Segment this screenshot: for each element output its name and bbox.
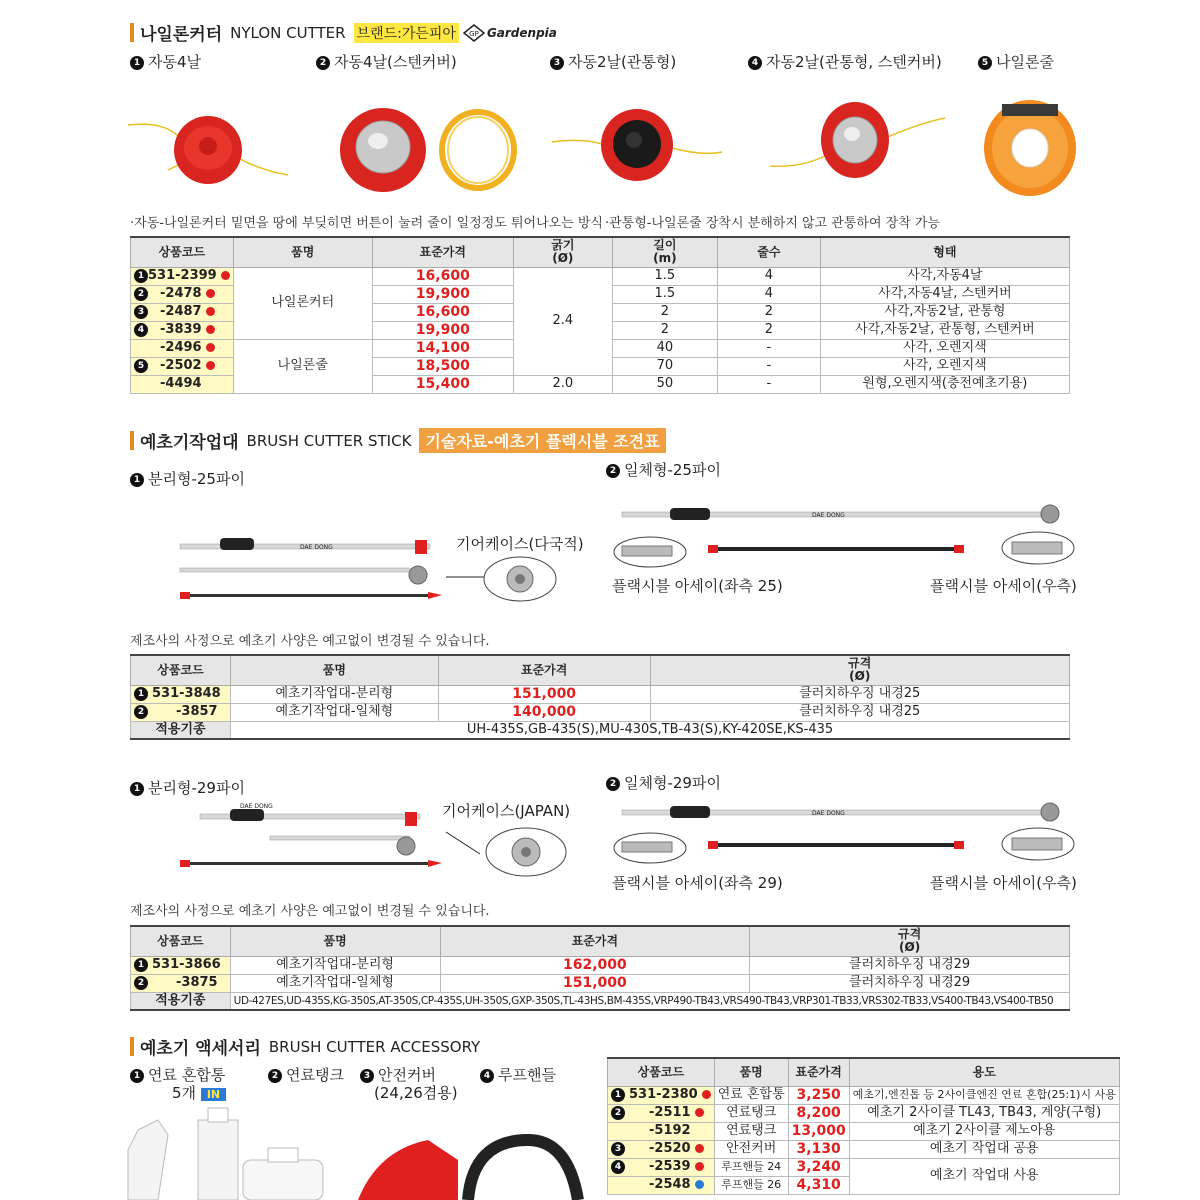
compat-models-cell: UH-435S,GB-435(S),MU-430S,TB-43(S),KY-420SE,KS-435 — [230, 721, 1069, 739]
num-icon: 3 — [360, 1069, 374, 1083]
product-code-cell — [608, 1104, 715, 1122]
nylon-section-title — [130, 20, 557, 45]
nylon-title-ko: 나일론커터 — [140, 25, 223, 45]
split-shaft-25-image — [180, 530, 450, 606]
svg-text:GP: GP — [469, 29, 479, 38]
product-code: -4494 — [160, 376, 202, 391]
gear-case-25-image — [440, 555, 560, 605]
length-cell: 2 — [612, 321, 717, 339]
brand-logo-text: DAE DONG — [300, 544, 333, 551]
product-name-cell: 예초기작업대-분리형 — [230, 956, 440, 974]
use-cell: 예초기,엔진톱 등 2사이클엔진 연료 혼합(25:1)시 사용 — [849, 1086, 1119, 1104]
red-dot-icon — [206, 325, 215, 334]
product-name-cell: 루프핸들 26 — [714, 1176, 788, 1194]
stick-split-25-label — [130, 468, 245, 489]
stick-title-ko: 예초기작업대 — [140, 433, 239, 453]
accessory-item-2 — [268, 1064, 344, 1085]
tech-data-link[interactable]: 기술자료-예초기 플렉시블 조견표 — [419, 428, 665, 453]
num-icon: 2 — [611, 1106, 625, 1120]
nylon-title-en: NYLON CUTTER — [230, 23, 346, 42]
stick-section-title — [130, 428, 666, 453]
product-code: -2539 — [649, 1159, 691, 1174]
red-dot-icon — [695, 1108, 704, 1117]
num-icon: 1 — [134, 958, 148, 972]
flex-left-25-label: 플랙시블 아세이(좌측 25) — [612, 577, 783, 595]
compat-label-cell: 적용기종 — [131, 721, 231, 739]
product-code: 531-2380 — [629, 1087, 698, 1102]
accessory-images — [128, 1100, 608, 1200]
product-name-cell: 연료 혼합통 — [714, 1086, 788, 1104]
col-header: 형태 — [820, 237, 1069, 267]
accessory-item-4 — [480, 1064, 556, 1085]
title-bar — [130, 431, 134, 450]
price-cell: 18,500 — [372, 357, 513, 375]
num-icon: 1 — [130, 782, 144, 796]
col-header: 표준가격 — [788, 1058, 849, 1086]
col-header: 표준가격 — [440, 926, 750, 956]
num-icon: 5 — [978, 56, 992, 70]
col-header: 품명 — [714, 1058, 788, 1086]
price-cell: 14,100 — [372, 339, 513, 357]
length-cell: 40 — [612, 339, 717, 357]
flex-right-29-label: 플랙시블 아세이(우측) — [930, 874, 1077, 892]
price-cell: 140,000 — [438, 703, 650, 721]
shape-cell: 사각,자동2날, 관통형, 스텐커버 — [820, 321, 1069, 339]
nylon-head-auto4-image — [128, 100, 288, 190]
red-dot-icon — [702, 1090, 711, 1099]
nylon-item-label: 자동2날(관통형) — [568, 53, 677, 71]
in-badge: IN — [201, 1088, 226, 1101]
accessory-title-ko: 예초기 액세서리 — [140, 1039, 261, 1059]
num-icon: 5 — [134, 359, 148, 373]
num-icon: 2 — [606, 464, 620, 478]
stick-title-en: BRUSH CUTTER STICK — [246, 431, 412, 450]
price-cell: 4,310 — [788, 1176, 849, 1194]
red-dot-icon — [221, 271, 230, 280]
product-code: -2548 — [649, 1177, 691, 1192]
nylon-item-label: 나일론줄 — [996, 53, 1054, 71]
lines-cell: 4 — [717, 285, 820, 303]
product-code-cell — [131, 267, 234, 285]
accessory-section-title — [130, 1034, 488, 1059]
red-dot-icon — [695, 1144, 704, 1153]
nylon-spec-table — [130, 236, 1070, 394]
product-code: 531-3866 — [152, 957, 221, 972]
shape-cell: 사각, 오렌지색 — [820, 357, 1069, 375]
accessory-item-label: 연료탱크 — [286, 1066, 344, 1084]
red-dot-icon — [206, 307, 215, 316]
col-header: 규격 (Ø) — [650, 655, 1069, 685]
spec-cell: 클러치하우징 내경25 — [650, 703, 1069, 721]
nylon-item-4 — [748, 51, 942, 72]
shape-cell: 사각,자동2날, 관통형 — [820, 303, 1069, 321]
table-row — [131, 721, 1070, 739]
lines-cell: 2 — [717, 303, 820, 321]
use-cell: 예초기 작업대 사용 — [849, 1158, 1119, 1194]
product-name-cell: 예초기작업대-일체형 — [230, 974, 440, 992]
table-row — [608, 1086, 1120, 1104]
table-row — [608, 1158, 1120, 1176]
table-row — [608, 1140, 1120, 1158]
split-shaft-29-image — [180, 803, 450, 882]
product-code: -2520 — [649, 1141, 691, 1156]
num-icon: 2 — [134, 976, 148, 990]
stick-split-29-label — [130, 777, 245, 798]
col-header: 상품코드 — [131, 655, 231, 685]
col-header: 품명 — [233, 237, 372, 267]
lines-cell: - — [717, 339, 820, 357]
accessory-title-en: BRUSH CUTTER ACCESSORY — [268, 1037, 481, 1056]
lines-cell: 2 — [717, 321, 820, 339]
nylon-head-auto2-image — [552, 100, 722, 190]
num-icon: 4 — [611, 1160, 625, 1174]
flex-right-25-label: 플랙시블 아세이(우측) — [930, 577, 1077, 595]
stick-25-note: 제조사의 사정으로 예초기 사양은 예고없이 변경될 수 있습니다. — [130, 634, 490, 649]
table-header-row — [131, 237, 1070, 267]
num-icon: 2 — [316, 56, 330, 70]
nylon-note-left: ·자동-나일론커터 밑면을 땅에 부딪히면 버튼이 눌려 줄이 일정정도 튀어나오는 방식 — [130, 216, 603, 231]
label-text: 분리형-29파이 — [148, 779, 245, 797]
price-cell: 151,000 — [440, 974, 750, 992]
gardenpia-logo — [464, 25, 557, 41]
brand-label: 브랜드:가든피아 — [354, 23, 459, 43]
product-code: -2487 — [160, 304, 202, 319]
col-header: 줄수 — [717, 237, 820, 267]
compat-label-cell: 적용기종 — [131, 992, 231, 1010]
product-code: -2496 — [160, 340, 202, 355]
price-cell: 19,900 — [372, 285, 513, 303]
nylon-item-label: 자동2날(관통형, 스텐커버) — [766, 53, 942, 71]
flex-left-29-label: 플랙시블 아세이(좌측 29) — [612, 874, 783, 892]
product-code-cell — [131, 285, 234, 303]
shape-cell: 사각, 오렌지색 — [820, 339, 1069, 357]
product-name-cell: 연료탱크 — [714, 1104, 788, 1122]
use-cell: 예초기 2사이클 TL43, TB43, 계양(구형) — [849, 1104, 1119, 1122]
product-name-cell: 예초기작업대-일체형 — [230, 703, 438, 721]
nylon-item-label: 자동4날 — [148, 53, 202, 71]
length-cell: 70 — [612, 357, 717, 375]
spec-cell: 클러치하우징 내경25 — [650, 685, 1069, 703]
col-header: 표준가격 — [438, 655, 650, 685]
num-icon: 4 — [134, 323, 148, 337]
price-cell: 151,000 — [438, 685, 650, 703]
table-row — [131, 974, 1070, 992]
product-code-cell — [608, 1140, 715, 1158]
label-text: 일체형-25파이 — [624, 461, 721, 479]
col-header: 표준가격 — [372, 237, 513, 267]
product-code-cell — [131, 303, 234, 321]
product-code-cell — [131, 375, 234, 393]
col-header: 상품코드 — [131, 237, 234, 267]
stick-25-table — [130, 654, 1070, 740]
col-header: 규격 (Ø) — [750, 926, 1070, 956]
price-cell: 3,240 — [788, 1158, 849, 1176]
product-code-cell — [131, 956, 231, 974]
accessory-item-label: 안전커버 — [378, 1066, 436, 1084]
product-name-cell: 나일론커터 — [233, 267, 372, 339]
col-header: 굵기 (Ø) — [513, 237, 612, 267]
gardenpia-logo-icon — [464, 25, 484, 41]
accessory-item-label: 연료 혼합통 — [148, 1066, 226, 1084]
brand-logo-text: Gardenpia — [486, 25, 557, 40]
num-icon: 3 — [550, 56, 564, 70]
blue-dot-icon — [695, 1180, 704, 1189]
nylon-item-3 — [550, 51, 676, 72]
price-cell: 13,000 — [788, 1122, 849, 1140]
product-name-cell: 루프핸들 24 — [714, 1158, 788, 1176]
label-text: 분리형-25파이 — [148, 470, 245, 488]
length-cell: 1.5 — [612, 267, 717, 285]
table-row — [131, 703, 1070, 721]
nylon-head-auto4-stainless-image — [338, 105, 518, 195]
use-cell: 예초기 작업대 공용 — [849, 1140, 1119, 1158]
nylon-item-label: 자동4날(스텐커버) — [334, 53, 457, 71]
thickness-cell: 2.0 — [513, 375, 612, 393]
gear-case-25-label: 기어케이스(다국적) — [456, 535, 584, 553]
quantity-text: 5개 — [172, 1084, 197, 1102]
one-piece-shaft-29-image — [612, 800, 1078, 880]
shape-cell: 사각,자동4날 — [820, 267, 1069, 285]
num-icon: 3 — [611, 1142, 625, 1156]
red-dot-icon — [206, 361, 215, 370]
product-code: 531-2399 — [148, 268, 217, 283]
product-code: -2511 — [649, 1105, 691, 1120]
product-code: -3875 — [176, 975, 218, 990]
col-header: 품명 — [230, 655, 438, 685]
stick-29-table — [130, 925, 1070, 1011]
num-icon: 1 — [130, 473, 144, 487]
product-code: 531-3848 — [152, 686, 221, 701]
lines-cell: 4 — [717, 267, 820, 285]
product-code-cell — [131, 321, 234, 339]
price-cell: 3,250 — [788, 1086, 849, 1104]
length-cell: 50 — [612, 375, 717, 393]
col-header: 품명 — [230, 926, 440, 956]
nylon-line-spool-image — [980, 96, 1080, 198]
product-code-cell — [608, 1086, 715, 1104]
nylon-note-right: ·관통형-나일론줄 장착시 분해하지 않고 관통하여 장착 가능 — [605, 216, 941, 231]
spec-cell: 클러치하우징 내경29 — [750, 974, 1070, 992]
col-header: 길이 (m) — [612, 237, 717, 267]
accessory-cover-sub: (24,26겸용) — [374, 1084, 458, 1102]
product-name-cell: 연료탱크 — [714, 1122, 788, 1140]
product-name-cell: 나일론줄 — [233, 339, 372, 393]
length-cell: 1.5 — [612, 285, 717, 303]
product-code-cell — [131, 703, 231, 721]
product-code: -3839 — [160, 322, 202, 337]
brand-logo-text: DAE DONG — [240, 803, 273, 810]
price-cell: 15,400 — [372, 375, 513, 393]
red-dot-icon — [206, 289, 215, 298]
col-header: 용도 — [849, 1058, 1119, 1086]
num-icon: 1 — [611, 1088, 625, 1102]
num-icon: 1 — [130, 1069, 144, 1083]
num-icon: 1 — [134, 687, 148, 701]
nylon-item-2 — [316, 51, 457, 72]
product-code: -2478 — [160, 286, 202, 301]
product-code-cell — [131, 357, 234, 375]
title-bar — [130, 1037, 134, 1056]
product-code: -5192 — [649, 1123, 691, 1138]
table-header-row — [131, 655, 1070, 685]
product-name-cell: 예초기작업대-분리형 — [230, 685, 438, 703]
thickness-cell: 2.4 — [513, 267, 612, 375]
product-code: -2502 — [160, 358, 202, 373]
num-icon: 2 — [606, 777, 620, 791]
price-cell: 16,600 — [372, 267, 513, 285]
col-header: 상품코드 — [608, 1058, 715, 1086]
table-row — [131, 685, 1070, 703]
nylon-item-1 — [130, 51, 201, 72]
num-icon: 2 — [134, 705, 148, 719]
stick-29-note: 제조사의 사정으로 예초기 사양은 예고없이 변경될 수 있습니다. — [130, 904, 490, 919]
accessory-table — [607, 1057, 1120, 1195]
nylon-head-auto2-stainless-image — [770, 98, 950, 188]
price-cell: 19,900 — [372, 321, 513, 339]
spec-cell: 클러치하우징 내경29 — [750, 956, 1070, 974]
stick-one-25-label — [606, 459, 721, 480]
price-cell: 162,000 — [440, 956, 750, 974]
product-code: -3857 — [176, 704, 218, 719]
price-cell: 3,130 — [788, 1140, 849, 1158]
product-name-cell: 안전커버 — [714, 1140, 788, 1158]
num-icon: 4 — [480, 1069, 494, 1083]
table-header-row — [131, 926, 1070, 956]
table-row — [608, 1122, 1120, 1140]
brand-logo-text: DAE DONG — [812, 512, 845, 519]
product-code-cell — [608, 1158, 715, 1176]
compat-models-cell: UD-427ES,UD-435S,KG-350S,AT-350S,CP-435S,UH-350S,GXP-350S,TL-43HS,BM-435S,VRP490-TB43,VRS490-TB43,VRP301-TB33,VRS302-TB33,VS400-TB43,VS400-TB50 — [230, 992, 1069, 1010]
label-text: 일체형-29파이 — [624, 774, 721, 792]
price-cell: 8,200 — [788, 1104, 849, 1122]
num-icon: 1 — [134, 269, 148, 283]
table-header-row — [608, 1058, 1120, 1086]
nylon-item-5 — [978, 51, 1054, 72]
num-icon: 1 — [130, 56, 144, 70]
product-code-cell — [131, 974, 231, 992]
product-code-cell — [608, 1122, 715, 1140]
num-icon: 2 — [134, 287, 148, 301]
use-cell: 예초기 2사이클 제노아용 — [849, 1122, 1119, 1140]
table-row — [131, 992, 1070, 1010]
table-row — [131, 267, 1070, 285]
num-icon: 3 — [134, 305, 148, 319]
num-icon: 4 — [748, 56, 762, 70]
length-cell: 2 — [612, 303, 717, 321]
lines-cell: - — [717, 375, 820, 393]
red-dot-icon — [206, 343, 215, 352]
col-header: 상품코드 — [131, 926, 231, 956]
title-bar — [130, 23, 134, 42]
gear-case-29-label: 기어케이스(JAPAN) — [442, 802, 571, 820]
shape-cell: 사각,자동4날, 스텐커버 — [820, 285, 1069, 303]
table-row — [608, 1104, 1120, 1122]
table-row — [131, 956, 1070, 974]
product-code-cell — [131, 685, 231, 703]
red-dot-icon — [695, 1162, 704, 1171]
stick-one-29-label — [606, 772, 721, 793]
gear-case-29-image — [440, 824, 570, 878]
shape-cell: 원형,오렌지색(충전예초기용) — [820, 375, 1069, 393]
price-cell: 16,600 — [372, 303, 513, 321]
product-code-cell — [608, 1176, 715, 1194]
product-code-cell — [131, 339, 234, 357]
lines-cell: - — [717, 357, 820, 375]
num-icon: 2 — [268, 1069, 282, 1083]
brand-logo-text: DAE DONG — [812, 810, 845, 817]
accessory-item-label: 루프핸들 — [498, 1066, 556, 1084]
